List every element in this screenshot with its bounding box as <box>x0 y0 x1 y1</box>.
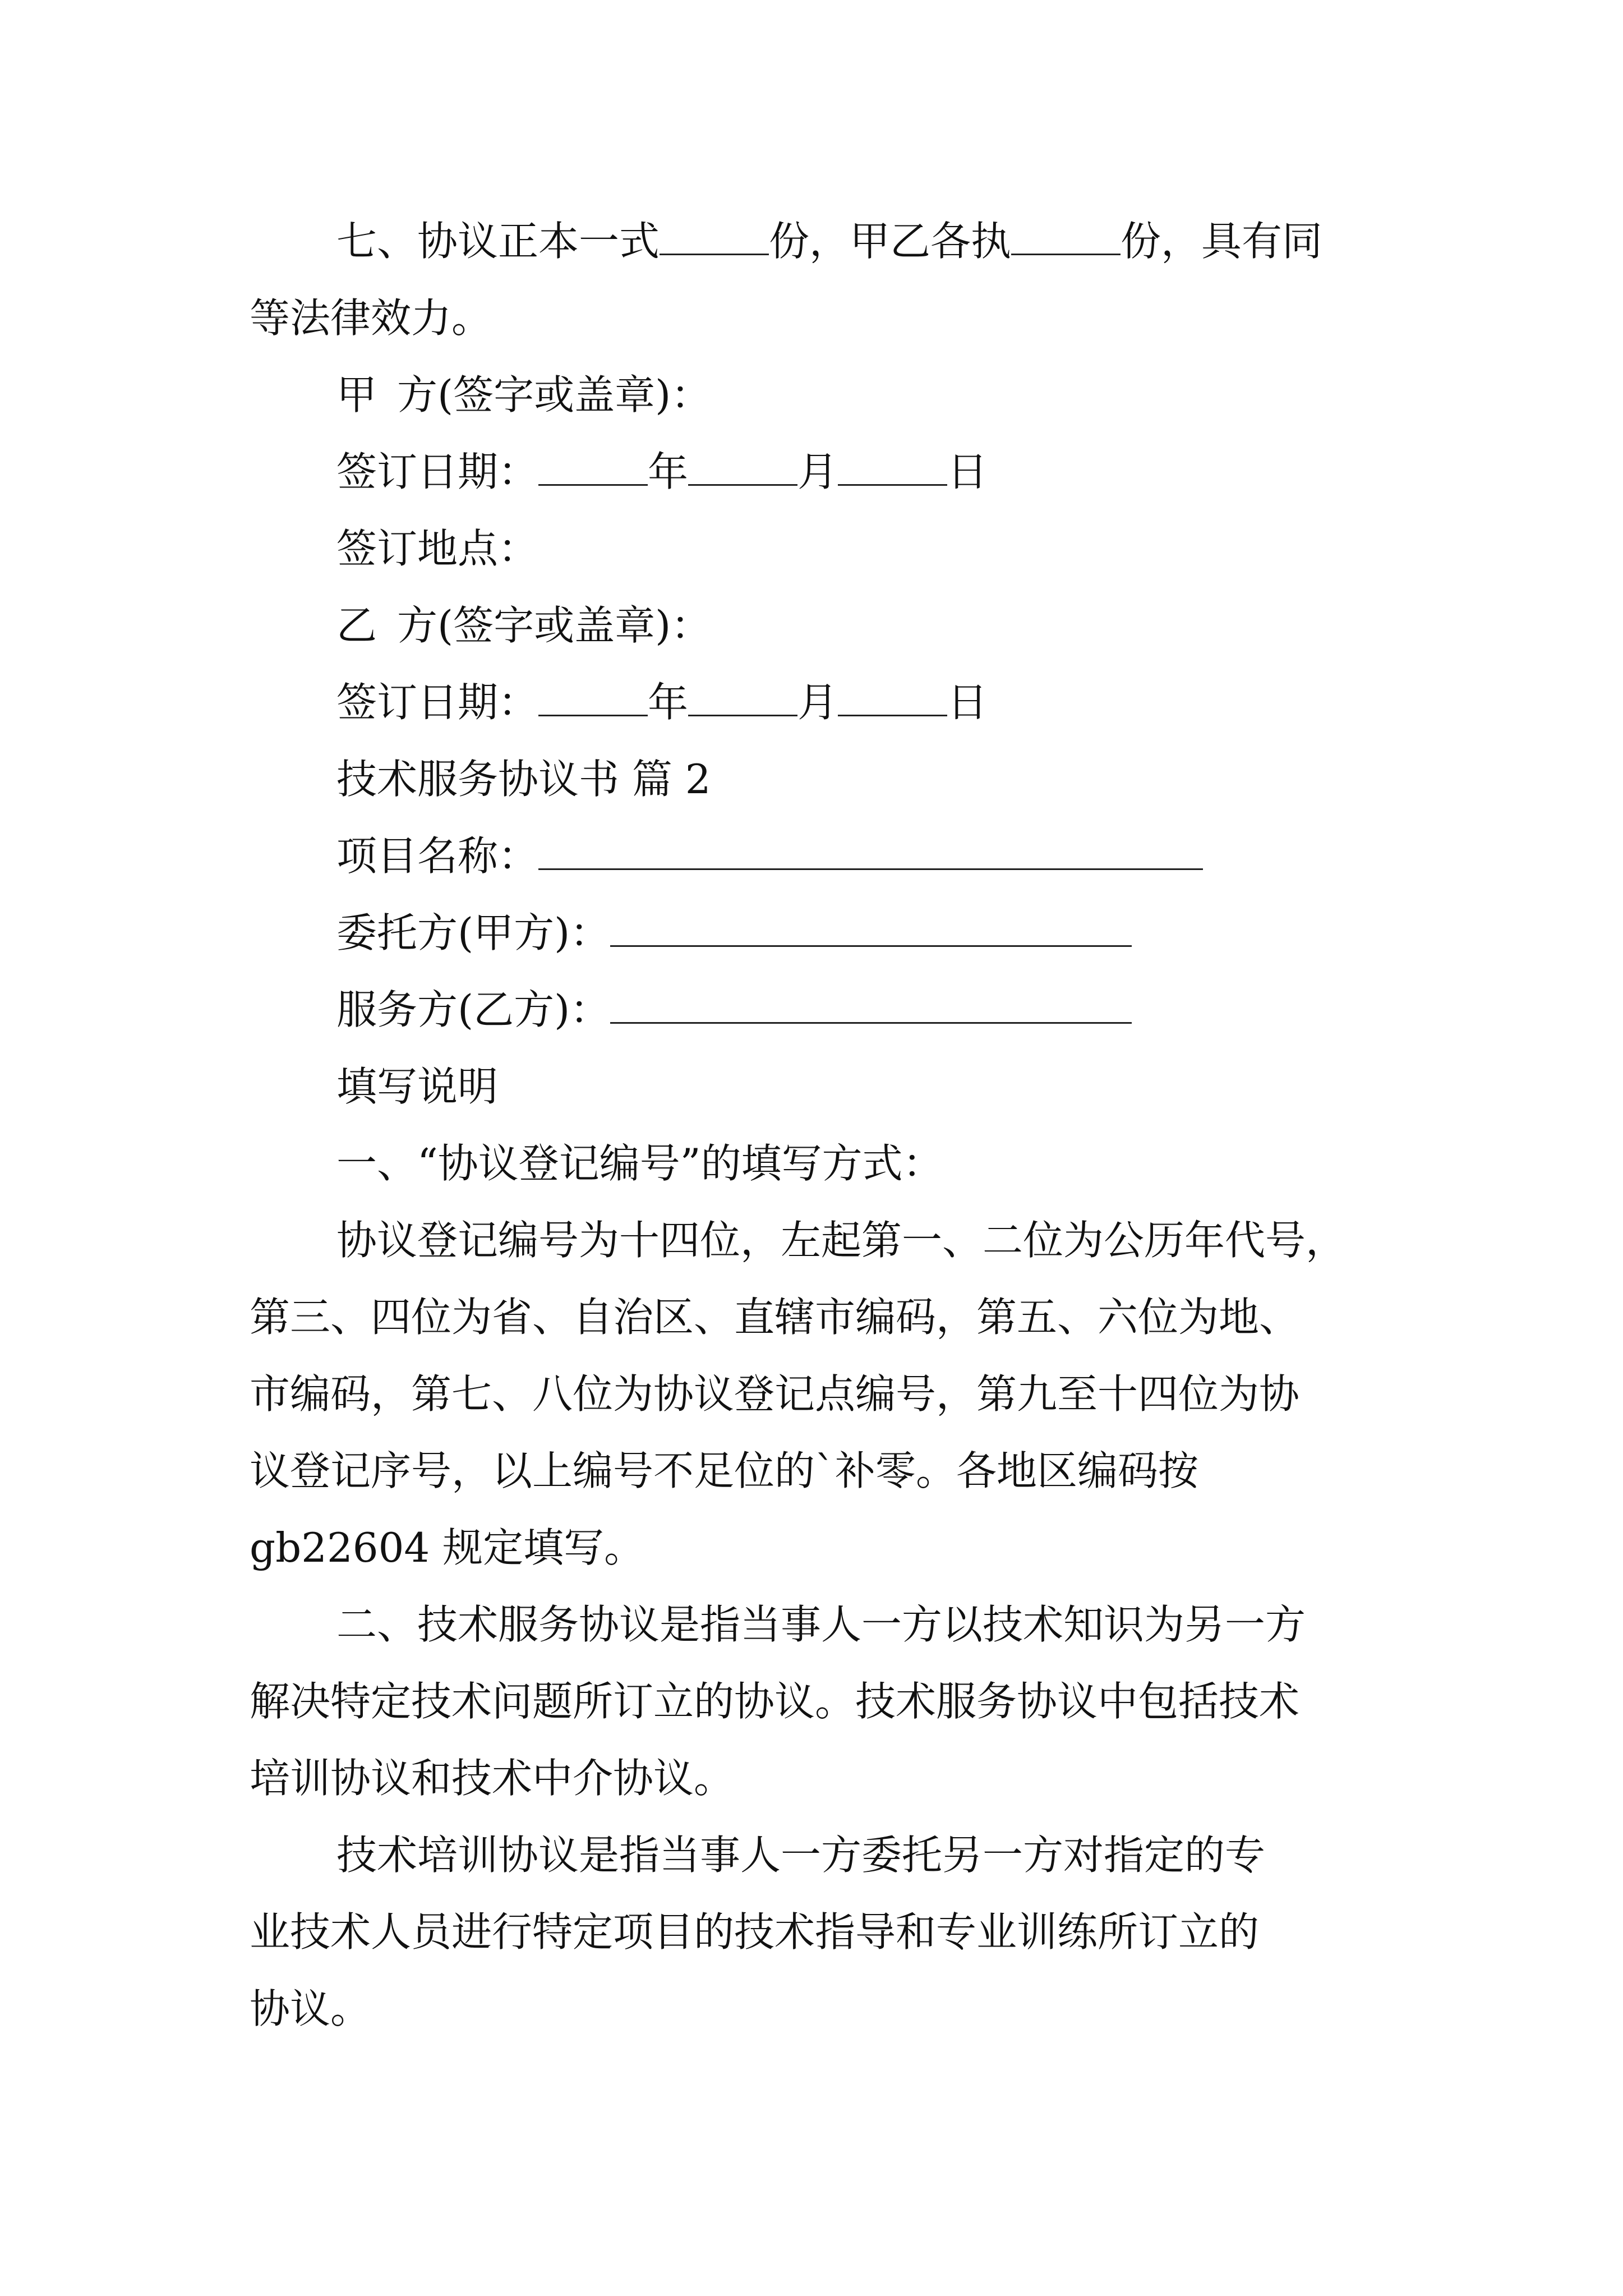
month-a-blank <box>688 449 797 486</box>
client-line <box>336 905 1132 961</box>
day-b-blank <box>838 680 947 716</box>
year-b-label: 年 <box>648 679 689 726</box>
month-b-label: 月 <box>797 679 838 726</box>
day-a-blank <box>838 449 947 486</box>
sign-date-b-line <box>336 674 988 730</box>
copies-total-blank <box>660 219 769 255</box>
sign-place-line: 签订地点： <box>336 525 539 572</box>
project-name-line <box>336 828 1203 884</box>
month-a-label: 月 <box>797 448 838 495</box>
client-label: 委托方(甲方)： <box>336 909 611 956</box>
party-b-signature-line <box>336 597 711 654</box>
party-a-signature-line <box>336 367 711 423</box>
day-b-label: 日 <box>947 679 988 726</box>
party-b-sign-note: 方(签字或盖章)： <box>397 602 712 649</box>
year-b-blank <box>538 680 648 716</box>
item-2-line: 解决特定技术问题所订立的协议。技术服务协议中包括技术 <box>250 1678 1300 1725</box>
item-1-line: gb22604 规定填写。 <box>250 1524 645 1571</box>
year-a-blank <box>538 449 648 486</box>
party-a-sign-note: 方(签字或盖章)： <box>397 371 712 418</box>
item-2-line: 二、技术服务协议是指当事人一方以技术知识为另一方 <box>336 1601 1306 1648</box>
item-2-line: 培训协议和技术中介协议。 <box>250 1755 735 1802</box>
year-a-label: 年 <box>648 448 689 495</box>
item-3-line: 协议。 <box>250 1985 371 2032</box>
sign-date-a-line <box>336 444 988 500</box>
project-name-blank <box>538 834 1203 870</box>
item-1-line: 协议登记编号为十四位，左起第一、二位为公历年代号， <box>336 1217 1347 1264</box>
item-1-line: 议登记序号，以上编号不足位的`补零。各地区编码按 <box>250 1447 1199 1494</box>
party-b-label: 乙 <box>336 602 377 649</box>
clause-7-line-1 <box>336 213 1322 269</box>
client-blank <box>610 910 1132 947</box>
clause-7-line-2: 等法律效力。 <box>250 295 492 342</box>
item-3-line: 业技术人员进行特定项目的技术指导和专业训练所订立的 <box>250 1908 1260 1955</box>
item-1-title: 一、“协议登记编号”的填写方式： <box>336 1140 943 1187</box>
project-name-label: 项目名称： <box>336 832 539 880</box>
party-a-label: 甲 <box>336 371 377 418</box>
clause-7-text-c: 份，具有同 <box>1121 218 1323 265</box>
provider-label: 服务方(乙方)： <box>336 986 611 1033</box>
day-a-label: 日 <box>947 448 988 495</box>
instructions-title: 填写说明 <box>336 1063 499 1110</box>
sign-date-b-label: 签订日期： <box>336 679 539 726</box>
section-title: 技术服务协议书 篇 2 <box>336 756 711 803</box>
month-b-blank <box>688 680 797 716</box>
item-1-line: 第三、四位为省、自治区、直辖市编码，第五、六位为地、 <box>250 1294 1300 1341</box>
provider-line <box>336 982 1132 1038</box>
sign-date-a-label: 签订日期： <box>336 448 539 495</box>
clause-7-text-a: 七、协议正本一式 <box>336 218 660 265</box>
item-3-line: 技术培训协议是指当事人一方委托另一方对指定的专 <box>336 1832 1266 1879</box>
clause-7-text-b: 份，甲乙各执 <box>769 218 1012 265</box>
item-1-line: 市编码，第七、八位为协议登记点编号，第九至十四位为协 <box>250 1370 1300 1418</box>
copies-each-blank <box>1011 219 1121 255</box>
provider-blank <box>610 987 1132 1024</box>
